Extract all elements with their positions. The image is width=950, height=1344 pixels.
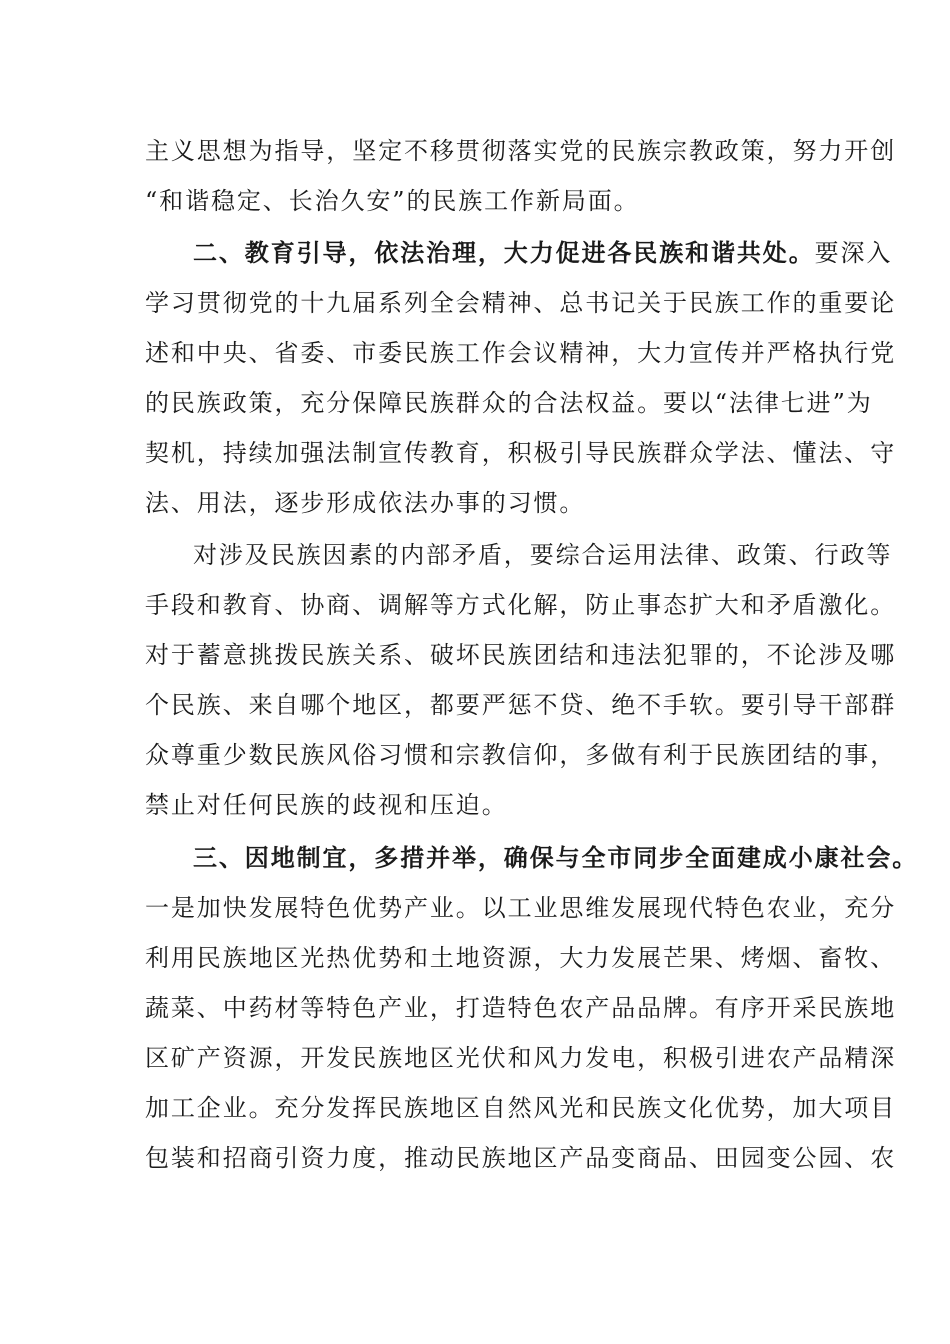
section-heading: 二、教育引导，依法治理，大力促进各民族和谐共处。	[193, 239, 815, 267]
text-line: 法、用法，逐步形成依法办事的习惯。	[145, 489, 586, 517]
text-line: 契机，持续加强法制宣传教育，积极引导民族群众学法、懂法、守	[145, 439, 897, 467]
text-line: 包装和招商引资力度，推动民族地区产品变商品、田园变公园、农	[145, 1144, 897, 1172]
text-line: 众尊重少数民族风俗习惯和宗教信仰，多做有利于民族团结的事，	[145, 741, 897, 769]
text-line: 述和中央、省委、市委民族工作会议精神，大力宣传并严格执行党	[145, 339, 897, 367]
text-line: 区矿产资源，开发民族地区光伏和风力发电，积极引进农产品精深	[145, 1044, 897, 1072]
text-span: 要深入	[814, 239, 893, 267]
text-line: 学习贯彻党的十九届系列全会精神、总书记关于民族工作的重要论	[145, 289, 897, 317]
text-line: 对于蓄意挑拨民族关系、破坏民族团结和违法犯罪的，不论涉及哪	[145, 641, 897, 669]
text-line: 主义思想为指导，坚定不移贯彻落实党的民族宗教政策，努力开创	[145, 137, 897, 165]
text-line: 的民族政策，充分保障民族群众的合法权益。要以“法律七进”为	[145, 389, 873, 417]
text-line: 一是加快发展特色优势产业。以工业思维发展现代特色农业，充分	[145, 894, 897, 922]
text-line: 对涉及民族因素的内部矛盾，要综合运用法律、政策、行政等	[193, 541, 893, 569]
text-line: 蔬菜、中药材等特色产业，打造特色农产品品牌。有序开采民族地	[145, 994, 897, 1022]
text-line: 手段和教育、协商、调解等方式化解，防止事态扩大和矛盾激化。	[145, 591, 897, 619]
text-line: “和谐稳定、长治久安”的民族工作新局面。	[145, 187, 640, 215]
text-line: 个民族、来自哪个地区，都要严惩不贷、绝不手软。要引导干部群	[145, 691, 897, 719]
text-line	[193, 238, 892, 268]
text-line: 利用民族地区光热优势和土地资源，大力发展芒果、烤烟、畜牧、	[145, 944, 897, 972]
text-line: 加工企业。充分发挥民族地区自然风光和民族文化优势，加大项目	[145, 1094, 897, 1122]
section-heading: 三、因地制宜，多措并举，确保与全市同步全面建成小康社会。	[193, 844, 919, 872]
text-line: 禁止对任何民族的歧视和压迫。	[145, 791, 508, 819]
